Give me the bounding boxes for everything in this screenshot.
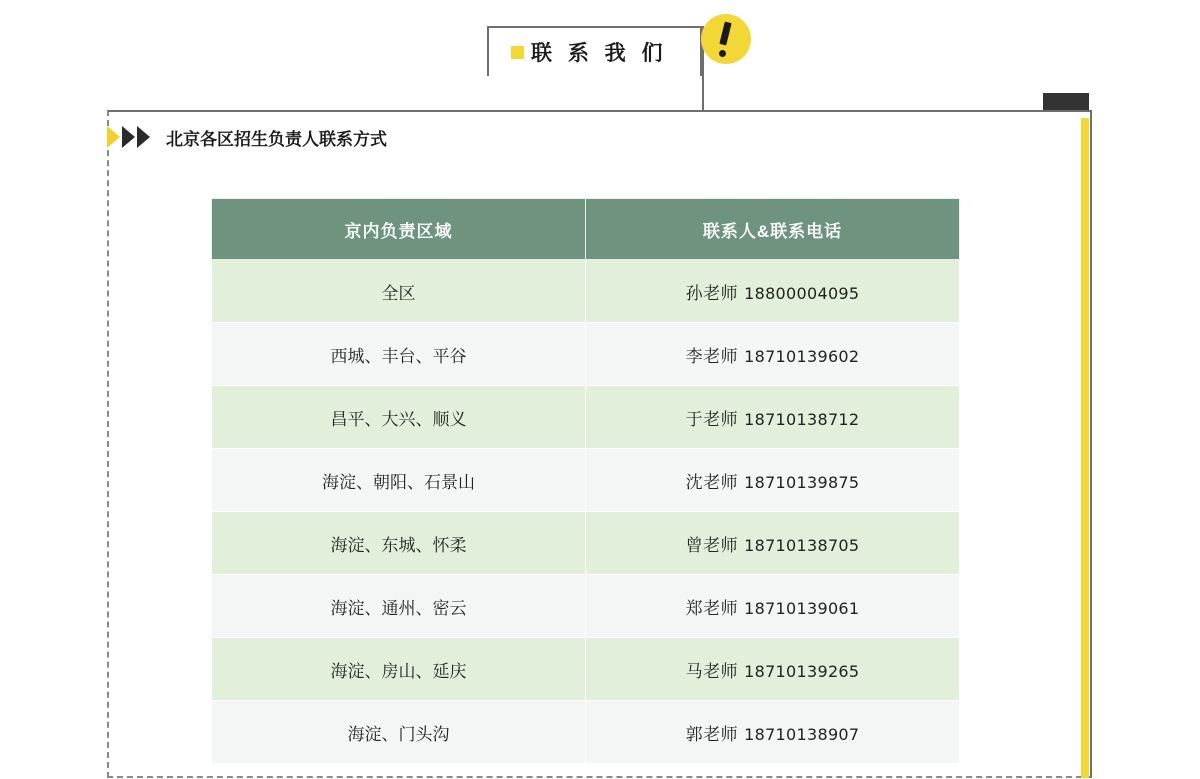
page-title <box>107 120 707 154</box>
contact-phone: 18710139602 <box>744 346 860 366</box>
contact-name: 曾老师 <box>685 535 739 555</box>
contact-phone: 18710138907 <box>744 724 860 744</box>
table-row <box>212 638 960 701</box>
table-row <box>212 575 960 638</box>
contact-name: 马老师 <box>685 661 739 681</box>
cell-contact <box>586 638 960 701</box>
cell-area: 海淀、门头沟 <box>212 701 586 764</box>
column-header-area: 京内负责区域 <box>212 199 586 260</box>
cell-contact <box>586 260 960 323</box>
contact-name: 沈老师 <box>685 472 739 492</box>
cell-contact <box>586 575 960 638</box>
contact-name: 于老师 <box>685 409 739 429</box>
exclamation-dot-icon <box>719 50 726 57</box>
contact-name: 郑老师 <box>685 598 739 618</box>
page-title-label: 北京各区招生负责人联系方式 <box>166 129 387 149</box>
cell-contact <box>586 701 960 764</box>
accent-bar <box>1081 118 1089 778</box>
cell-area: 海淀、房山、延庆 <box>212 638 586 701</box>
contact-phone: 18710139061 <box>744 598 860 618</box>
contact-phone: 18710138705 <box>744 535 860 555</box>
table-row <box>212 323 960 386</box>
contact-name: 郭老师 <box>685 724 739 744</box>
cell-area: 全区 <box>212 260 586 323</box>
double-chevron-right-icon <box>107 126 120 148</box>
contact-name: 孙老师 <box>685 283 739 303</box>
cell-area: 西城、丰台、平谷 <box>212 323 586 386</box>
table-row <box>212 512 960 575</box>
section-banner <box>487 26 702 76</box>
double-chevron-right-icon <box>122 126 135 148</box>
banner-bullet-icon <box>511 46 524 59</box>
cell-area: 海淀、朝阳、石景山 <box>212 449 586 512</box>
contact-phone: 18710139875 <box>744 472 860 492</box>
cell-contact <box>586 449 960 512</box>
banner-title: 联 系 我 们 <box>531 42 668 65</box>
table-row <box>212 449 960 512</box>
cell-area: 海淀、通州、密云 <box>212 575 586 638</box>
cell-contact <box>586 512 960 575</box>
table-header-row <box>212 199 960 260</box>
table-row <box>212 260 960 323</box>
table-row <box>212 701 960 764</box>
accent-cap <box>1043 93 1089 110</box>
contact-table-wrapper <box>211 198 959 764</box>
contact-phone: 18710139265 <box>744 661 860 681</box>
column-header-contact: 联系人&联系电话 <box>586 199 960 260</box>
contact-table <box>211 198 960 764</box>
table-row <box>212 386 960 449</box>
contact-phone: 18800004095 <box>744 283 860 303</box>
cell-contact <box>586 386 960 449</box>
cell-contact <box>586 323 960 386</box>
cell-area: 昌平、大兴、顺义 <box>212 386 586 449</box>
contact-name: 李老师 <box>685 346 739 366</box>
cell-area: 海淀、东城、怀柔 <box>212 512 586 575</box>
contact-phone: 18710138712 <box>744 409 860 429</box>
double-chevron-right-icon <box>137 126 150 148</box>
